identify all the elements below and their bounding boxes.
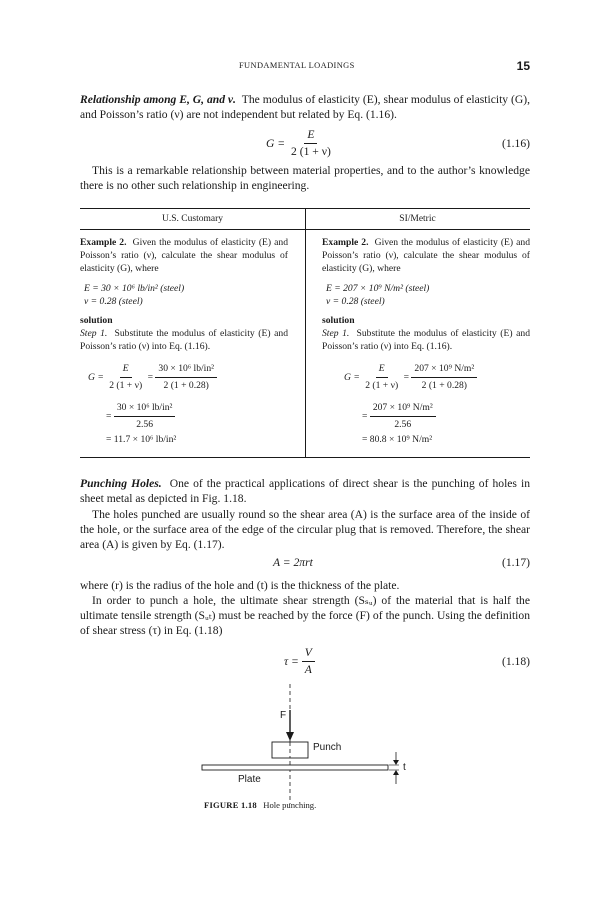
step-text: Substitute the modulus of elasticity (E) and Poisson’s ratio (ν) into Eq. (1.16). <box>80 328 288 353</box>
page-number: 15 <box>516 59 530 73</box>
calc-lhs: G = <box>344 372 360 383</box>
where-paragraph: where (r) is the radius of the hole and (t) is the thickness of the plate. <box>80 579 400 592</box>
fraction-denominator: 2 (1 + 0.28) <box>421 380 468 391</box>
example-text: Given the modulus of elasticity (E) and Poisson’s ratio (ν), calculate the shear modulus of elasticity (G), where <box>322 237 530 275</box>
equation-1-16 <box>80 128 530 162</box>
example-label: Example 2. <box>80 237 127 248</box>
fraction-denominator: 2 (1 + 0.28) <box>163 380 209 391</box>
punch-label: Punch <box>313 742 342 753</box>
section-relationship <box>80 92 530 122</box>
eq-fraction <box>302 646 315 677</box>
equation-number: (1.16) <box>501 137 530 150</box>
step-text: Substitute the modulus of elasticity (E) and Poisson’s ratio (ν) into Eq. (1.16). <box>322 328 530 353</box>
eq-lhs: τ = <box>284 655 299 668</box>
calc-si-line2 <box>362 401 436 432</box>
running-head: FUNDAMENTAL LOADINGS <box>239 61 355 70</box>
figure-hole-punching <box>200 676 410 806</box>
calc-fraction-numeric <box>155 362 217 393</box>
calc-fraction-symbolic <box>362 362 401 393</box>
calc-fraction-numeric <box>411 362 477 393</box>
calc-us-line2 <box>106 401 175 432</box>
eq-numerator: E <box>304 128 317 144</box>
thickness-arrowhead-top <box>393 760 399 765</box>
remark-paragraph: This is a remarkable relationship between material properties, and to the author’s knowledge there is no other such relationship in engineering. <box>80 164 530 193</box>
plate-body <box>202 765 388 770</box>
column-heading-si: SI/Metric <box>399 214 436 224</box>
fraction-numerator: E <box>120 362 132 378</box>
caption-text: Hole punching. <box>263 800 317 810</box>
thickness-arrowhead-bottom <box>393 770 399 775</box>
section-punching-holes <box>80 476 530 506</box>
fraction-denominator: 2 (1 + ν) <box>365 380 399 391</box>
hole-punching-diagram <box>200 676 410 806</box>
plate-label: Plate <box>238 774 261 785</box>
eq-denominator: A <box>304 663 312 676</box>
example-table <box>80 208 530 458</box>
calc-fraction-simplified <box>370 401 436 432</box>
eq-fraction <box>288 128 334 159</box>
eq-numerator: V <box>302 646 315 662</box>
section-heading: Relationship among E, G, and ν. <box>80 93 236 106</box>
fraction-numerator: 30 × 10⁶ lb/in² <box>155 362 217 378</box>
fraction-denominator: 2 (1 + ν) <box>109 380 143 391</box>
example-text: Given the modulus of elasticity (E) and Poisson’s ratio (ν), calculate the shear modulus of elasticity (G), where <box>80 237 288 275</box>
equals-sign: = <box>403 372 409 383</box>
eq-denominator: 2 (1 + ν) <box>291 145 331 158</box>
step-label: Step 1. <box>80 328 108 340</box>
fraction-numerator: 207 × 10⁹ N/m² <box>411 362 477 378</box>
force-label: F <box>280 710 287 721</box>
fraction-numerator: E <box>376 362 388 378</box>
figure-caption <box>204 800 316 810</box>
table-column-divider <box>305 209 306 457</box>
section-heading: Punching Holes. <box>80 477 162 490</box>
eq-body: A = 2πrt <box>273 556 313 569</box>
example-si <box>322 236 530 354</box>
equals-sign: = <box>147 372 153 383</box>
equation-1-17 <box>80 556 530 574</box>
equals-sign: = <box>106 411 112 422</box>
shear-area-paragraph: The holes punched are usually round so the shear area (A) is the surface area of the inside of the hole, or the surface area of the edge of the circular plug that is removed. Therefore, the shear area (A) is given by Eq. (1.17). <box>80 508 530 552</box>
section-text: The modulus of elasticity (E), shear modulus of elasticity (G), and Poisson’s ratio (ν) are not independent but related by Eq. (1.16). <box>80 93 530 122</box>
calc-fraction-simplified <box>114 401 176 432</box>
punch-force-paragraph: In order to punch a hole, the ultimate shear strength (Sₛᵤ) of the material that is half the ultimate tensile strength (Sᵤₜ) must be reached by the force (F) of the punch. Using the definition of shear stress (τ) in Eq. (1.18) <box>80 594 530 638</box>
equals-sign: = <box>362 411 368 422</box>
calc-si-result: = 80.8 × 10⁹ N/m² <box>362 434 433 445</box>
solution-label: solution <box>80 315 113 327</box>
equation-number: (1.18) <box>501 655 530 668</box>
fraction-denominator: 2.56 <box>136 419 154 430</box>
calc-si-line1 <box>344 362 477 393</box>
given-modulus: E = 207 × 10⁹ N/m² (steel) <box>326 282 430 294</box>
given-poisson: ν = 0.28 (steel) <box>84 295 143 307</box>
equation-number: (1.17) <box>501 556 530 569</box>
page-header <box>80 60 530 74</box>
given-modulus: E = 30 × 10⁶ lb/in² (steel) <box>84 282 185 294</box>
solution-label: solution <box>322 315 355 327</box>
eq-lhs: G = <box>266 137 286 150</box>
given-poisson: ν = 0.28 (steel) <box>326 295 385 307</box>
example-label: Example 2. <box>322 237 369 248</box>
example-us <box>80 236 288 354</box>
calc-lhs: G = <box>88 372 104 383</box>
calc-us-line1 <box>88 362 217 393</box>
equation-1-18 <box>80 646 530 680</box>
fraction-denominator: 2.56 <box>394 419 412 430</box>
force-arrowhead <box>286 732 294 741</box>
calc-us-result: = 11.7 × 10⁶ lb/in² <box>106 434 177 445</box>
thickness-label: t <box>403 762 406 773</box>
calc-fraction-symbolic <box>106 362 145 393</box>
step-label: Step 1. <box>322 328 350 340</box>
fraction-numerator: 30 × 10⁶ lb/in² <box>114 401 176 417</box>
caption-label: FIGURE 1.18 <box>204 800 257 810</box>
column-heading-us: U.S. Customary <box>162 214 223 224</box>
section-text: One of the practical applications of direct shear is the punching of holes in sheet metal as depicted in Fig. 1.18. <box>80 477 530 506</box>
fraction-numerator: 207 × 10⁹ N/m² <box>370 401 436 417</box>
